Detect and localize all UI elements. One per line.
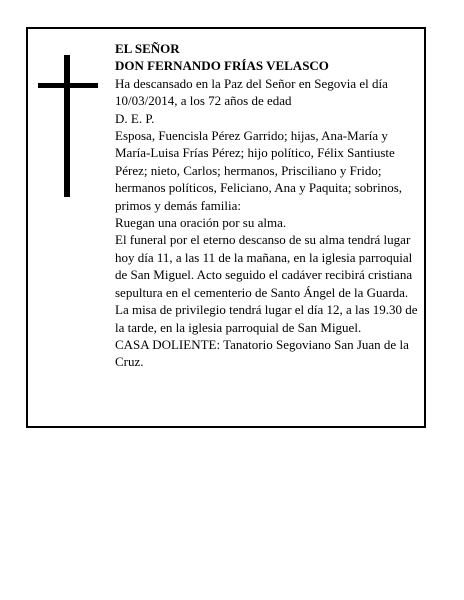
mourning-house: CASA DOLIENTE: Tanatorio Segoviano San Juan de la Cruz.: [115, 336, 409, 370]
obituary-notice: [26, 27, 426, 428]
dep-line: D. E. P.: [115, 110, 155, 126]
funeral-details: El funeral por el eterno descanso de su alma tendrá lugar hoy día 11, a las 11 de la mañana, en la iglesia parroquial de San Miguel. Acto seguido el cadáver recibirá cristiana sepultura en el cementerio de Santo Ángel de la Guarda. La misa de privilegio tendrá lugar el día 12, a las 19.30 de la tarde, en la iglesia parroquial de San Miguel.: [115, 232, 418, 335]
cross-horizontal-bar: [38, 83, 98, 88]
notice-text: [115, 40, 420, 371]
cross-vertical-bar: [64, 55, 70, 197]
death-info: Ha descansado en la Paz del Señor en Segovia el día 10/03/2014, a los 72 años de edad: [115, 75, 388, 109]
deceased-name: DON FERNANDO FRÍAS VELASCO: [115, 58, 329, 74]
prayer-request: Ruegan una oración por su alma.: [115, 215, 287, 231]
title-line-1: EL SEÑOR: [115, 41, 180, 56]
cross-icon: [38, 55, 98, 197]
family-list: Esposa, Fuencisla Pérez Garrido; hijas, Ana-María y María-Luisa Frías Pérez; hijo político, Félix Santiuste Pérez; nieto, Carlos; hermanos, Prisciliano y Frido; hermanos políticos, Feliciano, Ana y Paquita; sobrinos, primos y demás familia:: [115, 128, 403, 213]
